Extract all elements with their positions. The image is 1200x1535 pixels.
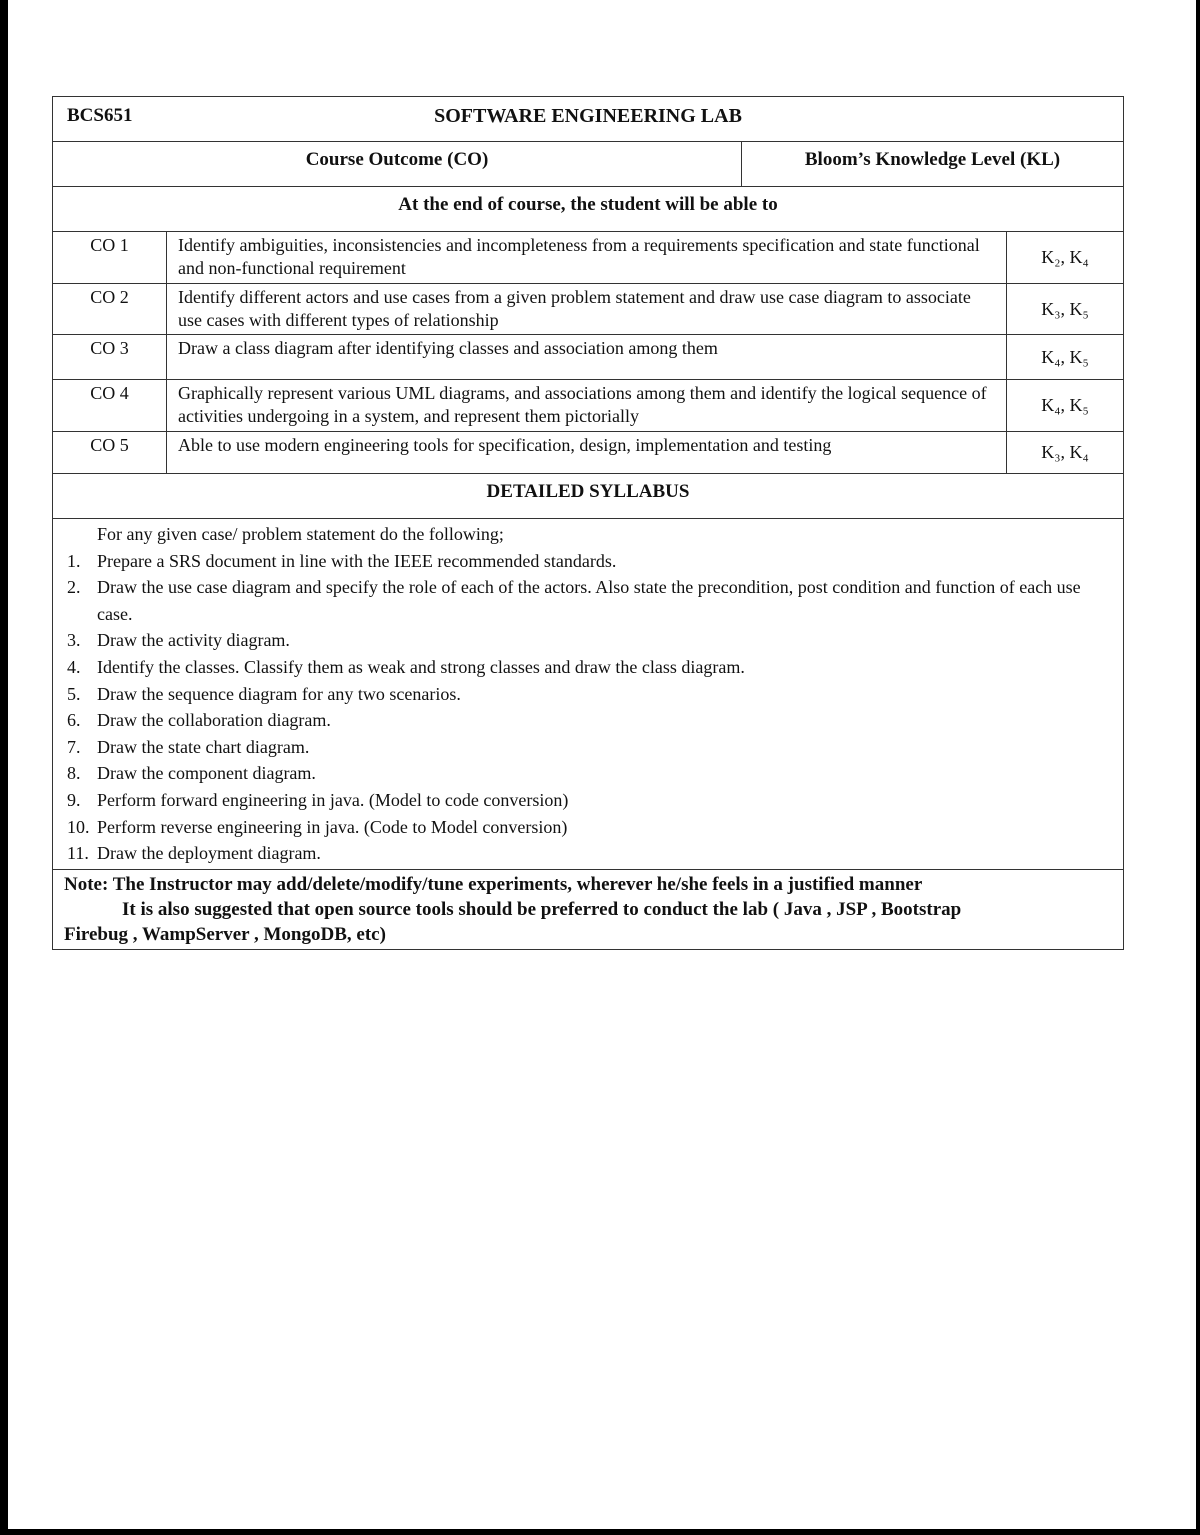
course-code: BCS651	[67, 105, 133, 126]
outcome-id: CO 2	[53, 284, 167, 334]
list-item	[53, 840, 1113, 867]
list-item	[53, 787, 1113, 814]
outcome-row	[53, 232, 1123, 284]
instructor-note	[53, 870, 1123, 949]
outcome-level: K₃, K₅	[1041, 298, 1089, 319]
list-item	[53, 548, 1113, 575]
item-number: 1.	[67, 550, 81, 571]
knowledge-level-header: Bloom’s Knowledge Level (KL)	[804, 149, 1061, 170]
list-item	[53, 654, 1113, 681]
outcome-level: K₂, K₄	[1041, 247, 1089, 267]
item-text: Draw the sequence diagram for any two scenarios.	[97, 683, 461, 704]
item-text: Draw the component diagram.	[97, 763, 316, 784]
item-number: 3.	[67, 630, 81, 651]
item-number: 6.	[67, 710, 81, 731]
outcome-description: Graphically represent various UML diagrams, and associations among them and identify the logical sequence of activities undergoing in a system, and represent them pictorially	[167, 380, 1007, 431]
list-item	[53, 627, 1113, 654]
item-number: 5.	[67, 683, 81, 704]
syllabus-heading: DETAILED SYLLABUS	[53, 474, 1123, 519]
list-item	[53, 707, 1113, 734]
item-number: 10.	[67, 816, 90, 837]
outcome-row	[53, 284, 1123, 335]
list-item	[53, 681, 1113, 708]
syllabus-list	[53, 519, 1123, 870]
note-line: It is also suggested that open source tools should be preferred to conduct the lab ( Java , JSP , Bootstrap	[122, 898, 962, 920]
outcome-description: Identify ambiguities, inconsistencies and incompleteness from a requirements specification and state functional and non-functional requirement	[167, 232, 1007, 283]
note-line: Note: The Instructor may add/delete/modify/tune experiments, wherever he/she feels in a justified manner	[64, 873, 923, 895]
outcome-level: K₄, K₅	[1041, 395, 1089, 415]
outcome-row	[53, 335, 1123, 380]
list-item	[53, 814, 1113, 841]
outcome-description: Draw a class diagram after identifying classes and association among them	[167, 335, 1007, 379]
page	[8, 0, 1196, 1529]
note-line: Firebug , WampServer , MongoDB, etc)	[64, 923, 386, 945]
outcome-id: CO 5	[53, 432, 167, 473]
item-number: 2.	[67, 577, 81, 598]
list-item	[53, 574, 1113, 627]
title-row	[53, 97, 1123, 142]
item-text: Identify the classes. Classify them as weak and strong classes and draw the class diagram.	[97, 656, 745, 677]
item-number: 11.	[67, 843, 89, 864]
list-item	[53, 734, 1113, 761]
item-text: Draw the state chart diagram.	[97, 736, 310, 757]
outcome-row	[53, 432, 1123, 474]
syllabus-lead: For any given case/ problem statement do the following;	[97, 524, 504, 544]
item-number: 8.	[67, 763, 81, 784]
outcome-id: CO 4	[53, 380, 167, 431]
syllabus-table	[52, 96, 1124, 950]
outcome-description: Able to use modern engineering tools for specification, design, implementation and testing	[167, 432, 1007, 473]
outcome-row	[53, 380, 1123, 432]
outcome-level: K₃, K₄	[1041, 442, 1089, 462]
item-number: 7.	[67, 736, 81, 757]
item-text: Draw the collaboration diagram.	[97, 710, 331, 731]
item-text: Prepare a SRS document in line with the IEEE recommended standards.	[97, 550, 617, 571]
item-text: Perform reverse engineering in java. (Code to Model conversion)	[97, 816, 568, 837]
item-number: 4.	[67, 656, 81, 677]
outcome-id: CO 3	[53, 335, 167, 379]
outcome-level: K₄, K₅	[1041, 346, 1089, 367]
outcome-header-row	[53, 142, 1123, 187]
course-title: SOFTWARE ENGINEERING LAB	[434, 105, 742, 127]
list-item	[53, 760, 1113, 787]
outcome-id: CO 1	[53, 232, 167, 283]
item-text: Draw the use case diagram and specify the role of each of the actors. Also state the precondition, post condition and function of each use case.	[97, 577, 1081, 624]
item-text: Draw the activity diagram.	[97, 630, 290, 651]
item-number: 9.	[67, 789, 81, 810]
item-text: Perform forward engineering in java. (Model to code conversion)	[97, 789, 569, 810]
outcome-intro: At the end of course, the student will be able to	[53, 187, 1123, 232]
outcome-description: Identify different actors and use cases from a given problem statement and draw use case diagram to associate use cases with different types of relationship	[167, 284, 1007, 334]
item-text: Draw the deployment diagram.	[97, 843, 321, 864]
course-outcome-header: Course Outcome (CO)	[53, 142, 742, 186]
